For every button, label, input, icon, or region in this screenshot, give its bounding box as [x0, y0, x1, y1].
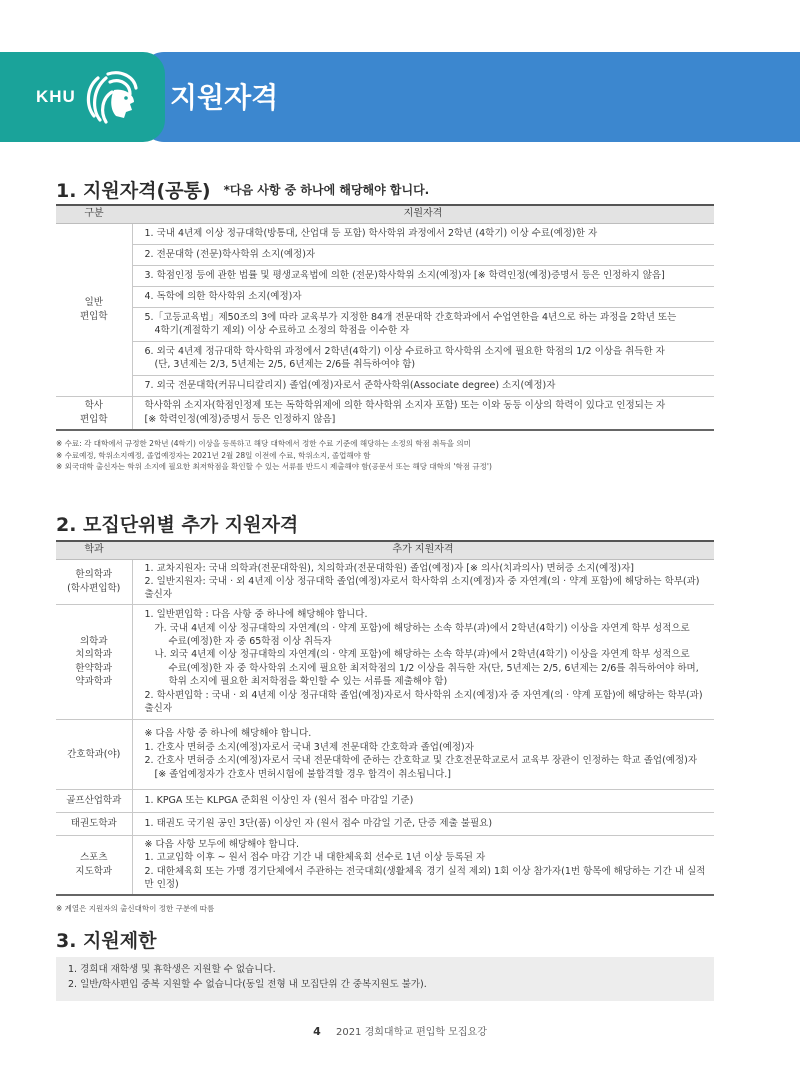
dept-medicine: 의학과 치의학과 한약학과 약과학과	[56, 604, 132, 719]
medicine-items: 1. 일반편입학 : 다음 사항 중 하나에 해당해야 합니다. 가. 국내 4년제 이상 정규대학의 자연계(의 · 약계 포함)에 해당하는 소속 학부(과)에서 2학년(4학기) 이상을 자연계 학부 성적으로 수료(예정)한 자 중 65학점 이상 취득자 나. 외국 4년제 이상 정규대학의 자연계(의 · 약계 포함)에 해당하는 소속 학부(과)에서 2학년(4학기) 이상을 자연계 학부 성적으로 수료(예정)한 자 중 학사학위 소지에 필요한 최저학점의 1/2 이상을 취득한 자(단, 5년제는 2/5, 6년제는 2/6를 취득하여야 하며, 학위 소지에 필요한 최저학점을 확인할 수 있는 서류를 제출해야 함) 2. 학사편입학 : 국내 · 외 4년제 이상 정규대학 졸업(예정)자로서 학사학위 소지(예정)자 중 자연계(의 · 약계 포함)에 해당하는 학부(과) 출신자	[132, 604, 714, 719]
header-additional: 추가 지원자격	[132, 541, 714, 559]
page-title: 지원자격	[170, 81, 279, 114]
table-row	[56, 604, 714, 719]
general-item-4: 4. 독학에 의한 학사학위 소지(예정)자	[132, 286, 714, 307]
nursing-items: ※ 다음 사항 중 하나에 해당해야 합니다. 1. 간호사 면허증 소지(예정)자로서 국내 3년제 전문대학 간호학과 졸업(예정)자 2. 간호사 면허증 소지(예정)자로서 국내 전문대학에 준하는 간호학교 및 간호전문학교로서 교육부 장관이 인정하는 학교 졸업(예정)자 [※ 졸업예정자가 간호사 면허시험에 불합격할 경우 합격이 취소됩니다.]	[132, 719, 714, 789]
header-category: 구분	[56, 205, 132, 223]
logo-box	[0, 52, 165, 142]
table-row	[56, 265, 714, 286]
general-item-3: 3. 학점인정 등에 관한 법률 및 평생교육법에 의한 (전문)학사학위 소지(예정)자 [※ 학력인정(예정)증명서 등은 인정하지 않음]	[132, 265, 714, 286]
section-3	[56, 926, 156, 953]
section-1-note: *다음 사항 중 하나에 해당해야 합니다.	[223, 183, 430, 197]
table-row	[56, 719, 714, 789]
table-row	[56, 286, 714, 307]
header-title-box	[140, 52, 800, 142]
dept-korean-medicine: 한의학과 (학사편입학)	[56, 559, 132, 604]
header-department: 학과	[56, 541, 132, 559]
table-row	[56, 812, 714, 835]
category-general: 일반 편입학	[56, 223, 132, 396]
section-2-footnote: ※ 계열은 지원자의 출신대학이 정한 구분에 따름	[56, 903, 215, 913]
general-item-1: 1. 국내 4년제 이상 정규대학(방통대, 산업대 등 포함) 학사학위 과정에서 2학년 (4학기) 이상 수료(예정)한 자	[132, 223, 714, 244]
dept-golf: 골프산업학과	[56, 789, 132, 812]
table-row	[56, 789, 714, 812]
table-row	[56, 341, 714, 375]
section-2	[56, 510, 714, 915]
table-row	[56, 223, 714, 244]
lion-icon	[80, 66, 142, 128]
logo-text: KHU	[36, 87, 76, 106]
general-item-2: 2. 전문대학 (전문)학사학위 소지(예정)자	[132, 244, 714, 265]
section-1-title: 1. 지원자격(공통)	[56, 180, 211, 202]
general-item-7: 7. 외국 전문대학(커뮤니티칼리지) 졸업(예정)자로서 준학사학위(Associate degree) 소지(예정)자	[132, 375, 714, 396]
section-2-title: 2. 모집단위별 추가 지원자격	[56, 514, 299, 536]
page-number: 4	[313, 1025, 321, 1038]
section-3-title: 3. 지원제한	[56, 930, 157, 952]
section-1	[56, 176, 714, 473]
page-footer	[0, 1023, 800, 1038]
eligibility-table	[56, 204, 714, 431]
dept-nursing: 간호학과(야)	[56, 719, 132, 789]
additional-eligibility-table	[56, 540, 714, 896]
table-row	[56, 244, 714, 265]
restriction-box	[56, 957, 714, 1001]
dept-sports: 스포츠 지도학과	[56, 835, 132, 894]
bachelor-item-1: 학사학위 소지자(학점인정제 또는 독학학위제에 의한 학사학위 소지자 포함) 또는 이와 동등 이상의 학력이 있다고 인정되는 자 [※ 학력인정(예정)증명서 등은 인정하지 않음]	[132, 396, 714, 430]
footer-text: 2021 경희대학교 편입학 모집요강	[335, 1027, 487, 1038]
general-item-6: 6. 외국 4년제 정규대학 학사학위 과정에서 2학년(4학기) 이상 수료하고 학사학위 소지에 필요한 학점의 1/2 이상을 취득한 자 (단, 3년제는 2/3, 5년제는 2/5, 6년제는 2/6를 취득하여야 함)	[132, 341, 714, 375]
golf-item: 1. KPGA 또는 KLPGA 준회원 이상인 자 (원서 접수 마감일 기준)	[132, 789, 714, 812]
footnote: ※ 수료: 각 대학에서 규정한 2학년 (4학기) 이상을 등록하고 해당 대학에서 정한 수료 기준에 해당하는 소정의 학점 취득을 의미	[56, 439, 471, 448]
header-eligibility: 지원자격	[132, 205, 714, 223]
restriction-item-2: 2. 일반/학사편입 중복 지원할 수 없습니다(동일 전형 내 모집단위 간 중복지원도 불가).	[68, 979, 427, 991]
table-row	[56, 396, 714, 430]
footnote: ※ 외국대학 출신자는 학위 소지에 필요한 최저학점을 확인할 수 있는 서류를 반드시 제출해야 함(공문서 또는 해당 대학의 '학점 규정')	[56, 462, 492, 472]
table-header-row	[56, 205, 714, 223]
taekwondo-item: 1. 태권도 국기원 공인 3단(품) 이상인 자 (원서 접수 마감일 기준, 단증 제출 불필요)	[132, 812, 714, 835]
category-bachelor: 학사 편입학	[56, 396, 132, 430]
section-1-footnotes	[56, 438, 714, 473]
sports-items: ※ 다음 사항 모두에 해당해야 합니다. 1. 고교입학 이후 ~ 원서 접수 마감 기간 내 대한체육회 선수로 1년 이상 등록된 자 2. 대한체육회 또는 가맹 경기단체에서 주관하는 전국대회(생활체육 경기 실적 제외) 1회 이상 참가자(1번 항목에 해당하는 기간 내 실적만 인정)	[132, 835, 714, 894]
table-row	[56, 559, 714, 604]
general-item-5: 5.「고등교육법」제50조의 3에 따라 교육부가 지정한 84개 전문대학 간호학과에서 수업연한을 4년으로 하는 과정을 2학년 또는 4학기(계절학기 제외) 이상 수료하고 소정의 학점을 이수한 자	[132, 307, 714, 341]
table-row	[56, 835, 714, 894]
restriction-item-1: 1. 경희대 재학생 및 휴학생은 지원할 수 없습니다.	[68, 964, 276, 975]
table-header-row	[56, 541, 714, 559]
korean-medicine-items: 1. 교차지원자: 국내 의학과(전문대학원), 치의학과(전문대학원) 졸업(예정)자 [※ 의사(치과의사) 면허증 소지(예정)자] 2. 일반지원자: 국내 · 외 4년제 이상 정규대학 졸업(예정)자로서 학사학위 소지(예정)자 중 자연계(의 · 약계 포함)에 해당하는 학부(과) 출신자	[132, 559, 714, 604]
dept-taekwondo: 태권도학과	[56, 812, 132, 835]
table-row	[56, 375, 714, 396]
page-header	[0, 52, 800, 142]
footnote: ※ 수료예정, 학위소지예정, 졸업예정자는 2021년 2월 28일 이전에 수료, 학위소지, 졸업해야 함	[56, 450, 371, 460]
table-row	[56, 307, 714, 341]
